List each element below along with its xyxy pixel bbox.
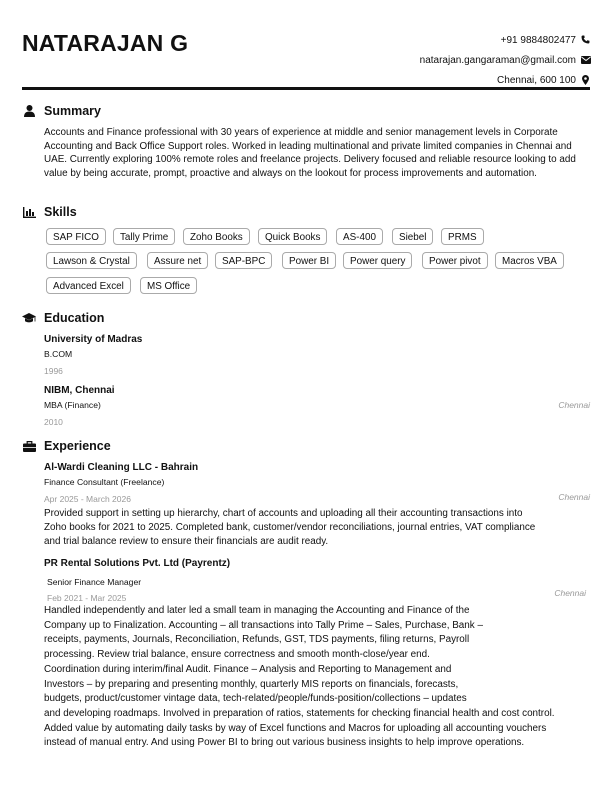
description-line: Investors – by preparing and presenting monthly, quarterly MIS reports on financials, forecasts,: [44, 678, 459, 690]
contact-email: [420, 51, 591, 71]
skill-chip: Power query: [343, 252, 412, 269]
skill-chip: MS Office: [140, 277, 197, 294]
bar-chart-icon: [22, 205, 36, 219]
job-location: Chennai: [558, 492, 590, 502]
experience-heading-text: Experience: [44, 439, 111, 453]
description-line: and trial balance review to ensure their financials are audit ready.: [44, 536, 329, 547]
skill-chip: SAP-BPC: [215, 252, 272, 269]
education-heading-text: Education: [44, 311, 105, 325]
skills-heading: [22, 205, 77, 219]
education-year: 2010: [44, 417, 63, 427]
skill-chip: PRMS: [441, 228, 484, 245]
description-line: Handled independently and later led a small team in managing the Accounting and Finance of the: [44, 605, 470, 616]
header-divider: [22, 87, 590, 90]
skills-heading-text: Skills: [44, 205, 77, 219]
email-text: natarajan.gangaraman@gmail.com: [419, 55, 576, 66]
experience-heading: [22, 439, 111, 453]
skill-chip: Quick Books: [258, 228, 327, 245]
summary-heading: [22, 104, 101, 118]
description-line: receipts, payments, Journals, Reconciliation, Refunds, GST, TDS payments, filing returns, Payroll: [44, 634, 470, 646]
description-line: instead of manual entry. And using Power BI to bring out various business insights to help improve operations.: [44, 737, 525, 749]
skill-chip: Assure net: [147, 252, 208, 269]
education-heading: [22, 311, 104, 325]
briefcase-icon: [22, 439, 36, 453]
job-location: Chennai: [554, 588, 586, 598]
description-line: and developing roadmaps. Involved in preparation of ratios, statements for checking financial health and cost control.: [44, 707, 555, 719]
envelope-icon: [580, 56, 591, 67]
description-line: Provided support in setting up hierarchy, chart of accounts and uploading all their accounting transactions into: [44, 508, 523, 519]
map-pin-icon: [580, 75, 591, 88]
job-role: Senior Finance Manager: [47, 577, 142, 587]
location-text: Chennai, 600 100: [497, 75, 576, 86]
skill-chip: Tally Prime: [113, 228, 175, 245]
skill-chip: Advanced Excel: [46, 277, 131, 294]
description-line: Added value by automating daily tasks by way of Excel functions and Macros for uploading all accounting vouchers: [44, 722, 547, 734]
school-name: University of Madras: [44, 334, 143, 345]
description-line: Company up to Finalization. Accounting – all transactions into Tally Prime – Sales, Purchase, Bank –: [44, 619, 483, 631]
job-description: [44, 604, 555, 751]
skill-chip: Siebel: [392, 228, 433, 245]
phone-icon: [580, 35, 591, 47]
graduation-cap-icon: [22, 311, 36, 325]
job-dates: Feb 2021 - Mar 2025: [47, 593, 127, 603]
contact-phone: [420, 31, 591, 51]
skill-chip: Zoho Books: [183, 228, 250, 245]
description-line: budgets, product/customer vintage data, tech-related/people/funds-position/collections – updates: [44, 693, 467, 705]
user-icon: [22, 104, 36, 118]
job-description: [44, 507, 535, 549]
phone-text: +91 9884802477: [500, 35, 576, 46]
school-name: NIBM, Chennai: [44, 385, 115, 396]
summary-text: Accounts and Finance professional with 30 years of experience at middle and senior management levels in Corporate Accounting and Back Office Support roles. Worked in leading multinational and private limited companies in Chennai and UAE. Currently exploring 100% remote roles and freelance projects. Delivery focused and reliable resource looking to add value by being accurate, prompt, proactive and always on the lookout for process improvements and automation.: [44, 127, 576, 179]
skill-chip: Macros VBA: [495, 252, 564, 269]
description-line: Coordination during interim/final Audit. Finance – Analysis and Reporting to Management and: [44, 663, 452, 675]
skill-chip: Power pivot: [422, 252, 488, 269]
job-role: Finance Consultant (Freelance): [44, 477, 165, 487]
summary-heading-text: Summary: [44, 104, 101, 118]
degree: B.COM: [44, 349, 73, 359]
skill-chip: SAP FICO: [46, 228, 106, 245]
skill-chip: Power BI: [282, 252, 336, 269]
job-dates: Apr 2025 - March 2026: [44, 494, 131, 504]
company-name: Al-Wardi Cleaning LLC - Bahrain: [44, 462, 199, 473]
candidate-name: NATARAJAN G: [22, 30, 189, 56]
skill-chip: AS-400: [336, 228, 383, 245]
contact-block: [420, 31, 591, 91]
description-line: processing. Review trial balance, ensure correctness and smooth month-close/year end.: [44, 649, 430, 661]
education-year: 1996: [44, 366, 63, 376]
skill-chip: Lawson & Crystal: [46, 252, 137, 269]
description-line: Zoho books for 2021 to 2025. Completed bank, customer/vendor reconciliations, journal entries, VAT compliance: [44, 522, 536, 533]
company-name: PR Rental Solutions Pvt. Ltd (Payrentz): [44, 558, 231, 569]
education-location: Chennai: [558, 400, 590, 410]
degree: MBA (Finance): [44, 400, 101, 410]
